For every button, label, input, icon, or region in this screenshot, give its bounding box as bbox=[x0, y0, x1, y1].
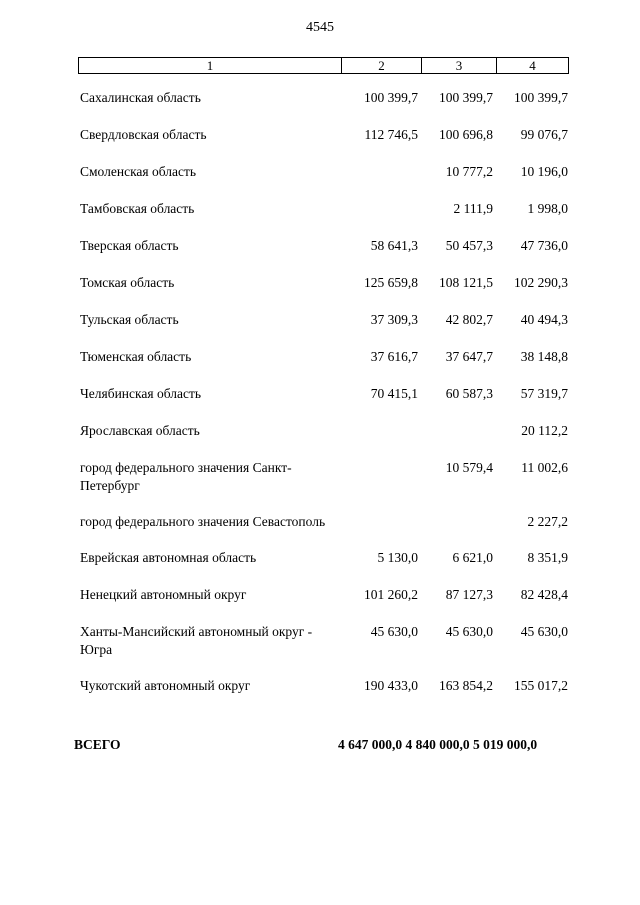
table-row bbox=[80, 237, 570, 255]
value-col-4: 40 494,3 bbox=[520, 312, 568, 327]
value-col-2: 112 746,5 bbox=[364, 127, 418, 142]
value-col-3: 108 121,5 bbox=[439, 275, 493, 290]
region-name: Челябинская область bbox=[80, 386, 202, 401]
region-name: Томская область bbox=[80, 275, 175, 290]
value-col-3: 100 696,8 bbox=[439, 127, 493, 142]
value-col-2: 37 616,7 bbox=[370, 349, 418, 364]
value-col-2: 45 630,0 bbox=[370, 624, 418, 639]
value-col-3: 6 621,0 bbox=[452, 550, 493, 565]
value-col-4: 38 148,8 bbox=[520, 349, 568, 364]
value-col-4: 1 998,0 bbox=[527, 201, 568, 216]
value-col-4: 47 736,0 bbox=[520, 238, 568, 253]
region-name: Свердловская область bbox=[80, 127, 207, 142]
value-col-4: 10 196,0 bbox=[520, 164, 568, 179]
region-name: Тамбовская область bbox=[80, 201, 195, 216]
value-col-4: 11 002,6 bbox=[521, 460, 568, 475]
value-col-4: 155 017,2 bbox=[514, 678, 568, 693]
table-row bbox=[80, 459, 570, 495]
region-name: Тверская область bbox=[80, 238, 179, 253]
region-name: город федерального значения Севастополь bbox=[80, 514, 326, 529]
value-col-3: 100 399,7 bbox=[439, 90, 493, 105]
region-name: Ненецкий автономный округ bbox=[80, 587, 247, 602]
value-col-2: 37 309,3 bbox=[370, 312, 418, 327]
total-row bbox=[74, 736, 574, 754]
region-name: Тюменская область bbox=[80, 349, 192, 364]
value-col-3: 42 802,7 bbox=[445, 312, 493, 327]
table-row bbox=[80, 163, 570, 181]
value-col-3: 87 127,3 bbox=[445, 587, 493, 602]
table-header-row bbox=[78, 57, 569, 74]
value-col-4: 8 351,9 bbox=[527, 550, 568, 565]
value-col-4: 82 428,4 bbox=[520, 587, 568, 602]
table-row bbox=[80, 549, 570, 567]
value-col-3: 10 777,2 bbox=[445, 164, 493, 179]
value-col-2: 125 659,8 bbox=[364, 275, 418, 290]
value-col-2: 58 641,3 bbox=[370, 238, 418, 253]
page-number: 4545 bbox=[306, 20, 334, 35]
table-row bbox=[80, 586, 570, 604]
value-col-4: 45 630,0 bbox=[520, 624, 568, 639]
value-col-2: 5 130,0 bbox=[377, 550, 418, 565]
region-name: Тульская область bbox=[80, 312, 179, 327]
value-col-3: 45 630,0 bbox=[445, 624, 493, 639]
table-row bbox=[80, 348, 570, 366]
table-row bbox=[80, 422, 570, 440]
value-col-4: 100 399,7 bbox=[514, 90, 568, 105]
table-row bbox=[80, 385, 570, 403]
table-body bbox=[80, 89, 570, 714]
region-name: Ханты-Мансийский автономный округ - Югра bbox=[80, 624, 313, 657]
value-col-3: 10 579,4 bbox=[445, 460, 493, 475]
value-col-2: 101 260,2 bbox=[364, 587, 418, 602]
table-header-col-2: 2 bbox=[341, 58, 421, 73]
value-col-3: 50 457,3 bbox=[445, 238, 493, 253]
value-col-4: 102 290,3 bbox=[514, 275, 568, 290]
table-row bbox=[80, 513, 570, 531]
value-col-2: 70 415,1 bbox=[370, 386, 418, 401]
table-row bbox=[80, 274, 570, 292]
value-col-3: 2 111,9 bbox=[453, 201, 493, 216]
table-header-col-1: 1 bbox=[206, 58, 214, 73]
value-col-4: 20 112,2 bbox=[521, 423, 568, 438]
table-row bbox=[80, 89, 570, 107]
table-header-col-3: 3 bbox=[421, 58, 496, 73]
region-name: город федерального значения Санкт-Петербург bbox=[80, 460, 292, 493]
value-col-4: 99 076,7 bbox=[520, 127, 568, 142]
table-row bbox=[80, 311, 570, 329]
region-name: Смоленская область bbox=[80, 164, 197, 179]
region-name: Ярославская область bbox=[80, 423, 200, 438]
value-col-2: 100 399,7 bbox=[364, 90, 418, 105]
value-col-4: 57 319,7 bbox=[520, 386, 568, 401]
table-row bbox=[80, 677, 570, 695]
total-values: 4 647 000,0 4 840 000,0 5 019 000,0 bbox=[338, 737, 538, 752]
table-header-col-4: 4 bbox=[496, 58, 568, 73]
table-row bbox=[80, 623, 570, 659]
region-name: Еврейская автономная область bbox=[80, 550, 257, 565]
table-row bbox=[80, 200, 570, 218]
value-col-3: 60 587,3 bbox=[445, 386, 493, 401]
value-col-3: 37 647,7 bbox=[445, 349, 493, 364]
region-name: Чукотский автономный округ bbox=[80, 678, 251, 693]
value-col-3: 163 854,2 bbox=[439, 678, 493, 693]
table-row bbox=[80, 126, 570, 144]
total-label: ВСЕГО bbox=[74, 737, 121, 752]
value-col-2: 190 433,0 bbox=[364, 678, 418, 693]
region-name: Сахалинская область bbox=[80, 90, 201, 105]
value-col-4: 2 227,2 bbox=[527, 514, 568, 529]
